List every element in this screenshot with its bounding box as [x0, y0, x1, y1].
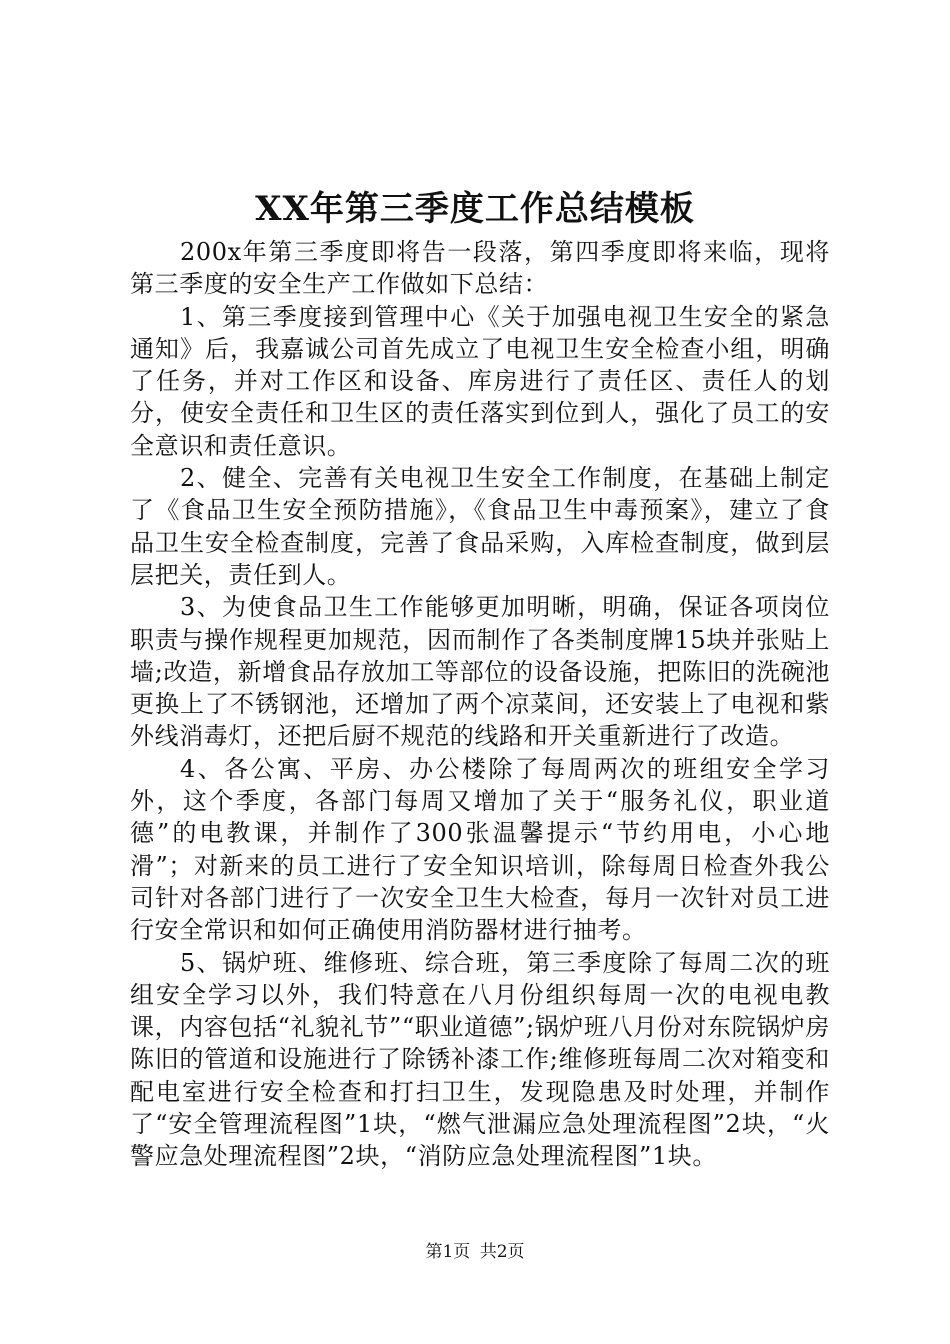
paragraph-item-4: 4、各公寓、平房、办公楼除了每周两次的班组安全学习外，这个季度，各部门每周又增加了关于“服务礼仪，职业道德”的电教课，并制作了300张温馨提示“节约用电，小心地滑”；对新来的员工进行了安全知识培训，除每周日检查外我公司针对各部门进行了一次安全卫生大检查，每月一次针对员工进行安全常识和如何正确使用消防器材进行抽考。	[130, 754, 830, 945]
page-number-footer: 第1页 共2页	[425, 1242, 525, 1262]
paragraph-item-1: 1、第三季度接到管理中心《关于加强电视卫生安全的紧急通知》后，我嘉诚公司首先成立了电视卫生安全检查小组，明确了任务，并对工作区和设备、库房进行了责任区、责任人的划分，使安全责任和卫生区的责任落实到位到人，强化了员工的安全意识和责任意识。	[130, 302, 830, 460]
document-title: XX年第三季度工作总结模板	[255, 189, 695, 229]
paragraph-intro: 200x年第三季度即将告一段落，第四季度即将来临，现将第三季度的安全生产工作做如下总结：	[130, 238, 830, 299]
paragraph-item-3: 3、为使食品卫生工作能够更加明晰，明确，保证各项岗位职责与操作规程更加规范，因而制作了各类制度牌15块并张贴上墙;改造，新增食品存放加工等部位的设备设施，把陈旧的洗碗池更换上了不锈钢池，还增加了两个凉菜间，还安装上了电视和紫外线消毒灯，还把后厨不规范的线路和开关重新进行了改造。	[130, 593, 830, 751]
document-body	[130, 236, 830, 1173]
paragraph-item-2: 2、健全、完善有关电视卫生安全工作制度，在基础上制定了《食品卫生安全预防措施》，《食品卫生中毒预案》，建立了食品卫生安全检查制度，完善了食品采购，入库检查制度，做到层层把关，责任到人。	[130, 464, 830, 589]
paragraph-item-5: 5、锅炉班、维修班、综合班，第三季度除了每周二次的班组安全学习以外，我们特意在八月份组织每周一次的电视电教课，内容包括“礼貌礼节”“职业道德”;锅炉班八月份对东院锅炉房陈旧的管道和设施进行了除锈补漆工作;维修班每周二次对箱变和配电室进行安全检查和打扫卫生，发现隐患及时处理，并制作了“安全管理流程图”1块，“燃气泄漏应急处理流程图”2块，“火警应急处理流程图”2块，“消防应急处理流程图”1块。	[130, 948, 830, 1171]
